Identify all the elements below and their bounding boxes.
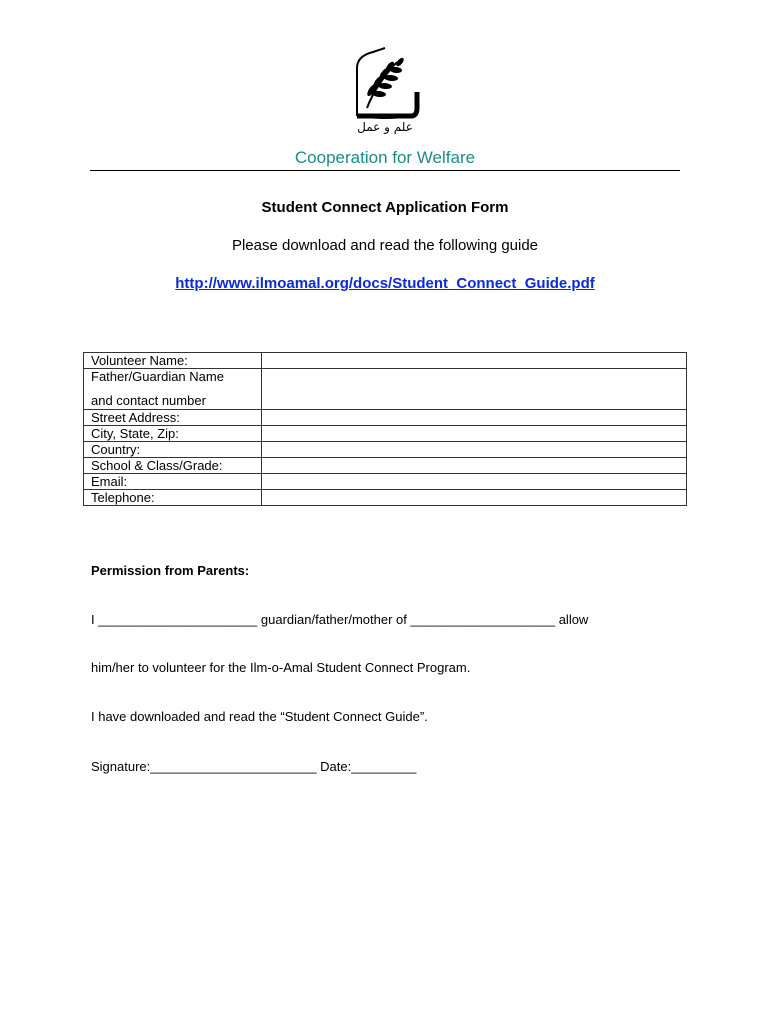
permission-line-guardian[interactable]: I ______________________ guardian/father/mother of ____________________ allow — [91, 612, 589, 627]
field-label-line2: and contact number — [91, 393, 206, 408]
table-row — [84, 426, 687, 442]
signature-date-line[interactable]: Signature:_______________________ Date:_________ — [91, 759, 417, 774]
field-label: Country: — [84, 442, 262, 458]
table-row — [84, 353, 687, 369]
guide-link[interactable]: http://www.ilmoamal.org/docs/Student_Connect_Guide.pdf — [175, 275, 595, 292]
email-field[interactable] — [262, 474, 687, 490]
field-label: Telephone: — [84, 490, 262, 506]
guide-link-container — [90, 275, 680, 292]
header-divider — [90, 170, 680, 171]
field-label — [84, 369, 262, 410]
field-label: Street Address: — [84, 410, 262, 426]
country-field[interactable] — [262, 442, 687, 458]
table-row — [84, 458, 687, 474]
logo-caption: علم و عمل — [357, 120, 413, 134]
permission-title: Permission from Parents: — [91, 563, 250, 578]
permission-line-program: him/her to volunteer for the Ilm-o-Amal Student Connect Program. — [91, 660, 471, 675]
applicant-info-table — [83, 352, 687, 506]
city-state-zip-field[interactable] — [262, 426, 687, 442]
table-row — [84, 369, 687, 410]
guardian-field[interactable] — [262, 369, 687, 410]
permission-line-guide: I have downloaded and read the “Student Connect Guide”. — [91, 709, 428, 724]
table-row — [84, 490, 687, 506]
telephone-field[interactable] — [262, 490, 687, 506]
volunteer-name-field[interactable] — [262, 353, 687, 369]
street-address-field[interactable] — [262, 410, 687, 426]
table-row — [84, 442, 687, 458]
instruction-text: Please download and read the following guide — [231, 237, 539, 254]
form-title: Student Connect Application Form — [261, 199, 509, 216]
field-label: School & Class/Grade: — [84, 458, 262, 474]
field-label-line1: Father/Guardian Name — [91, 369, 224, 384]
field-label: Email: — [84, 474, 262, 490]
school-grade-field[interactable] — [262, 458, 687, 474]
field-label: Volunteer Name: — [84, 353, 262, 369]
table-row — [84, 474, 687, 490]
table-row — [84, 410, 687, 426]
field-label: City, State, Zip: — [84, 426, 262, 442]
org-name: Cooperation for Welfare — [294, 148, 476, 167]
